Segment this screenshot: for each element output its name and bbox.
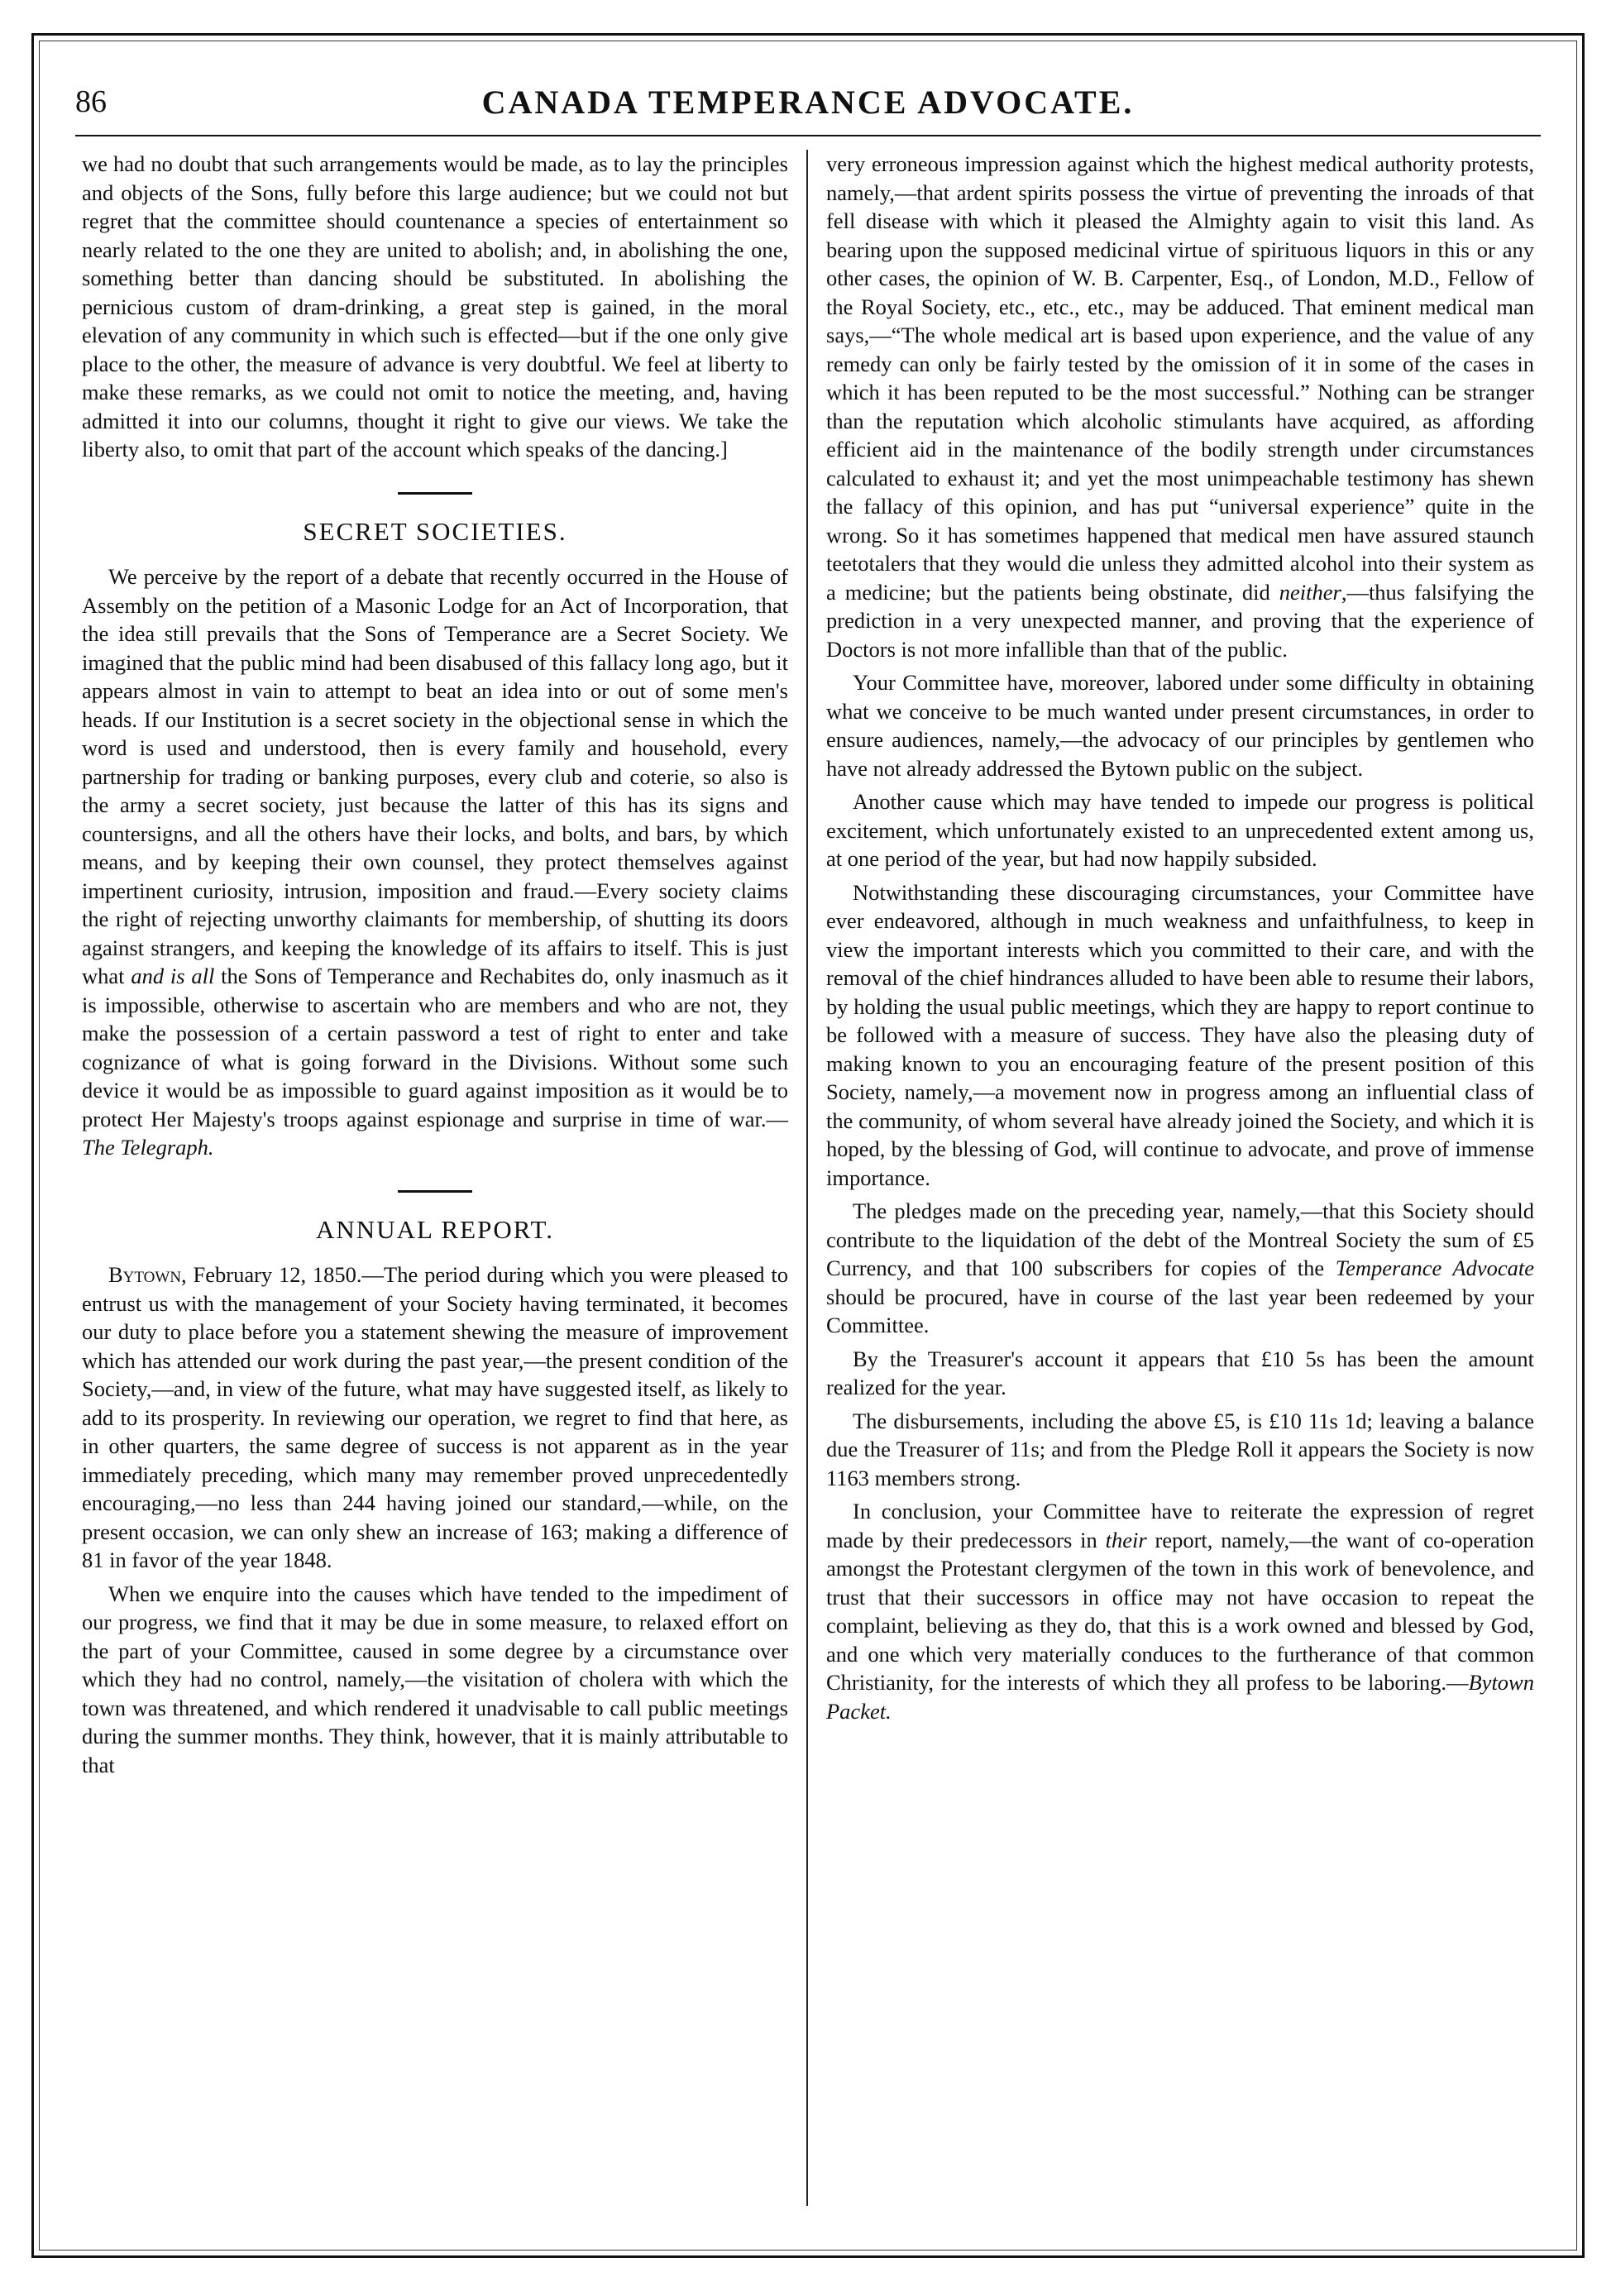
report-paragraph: Another cause which may have tended to impede our progress is political excitement, which unfortunately existed to an unprecedented extent among us, at one period of the year, but had now happily subsided. — [826, 789, 1534, 871]
secret-societies-paragraph: We perceive by the report of a debate that recently occurred in the House of Assembly on the petition of a Masonic Lodge for an Act of Incorporation, that the idea still prevails that the Sons of Temperance are a Secret Society. We imagined that the public mind had been disabused of this fallacy long ago, but it appears almost in vain to attempt to beat an idea into or out of some men's heads. If our Institution is a secret society in the objectional sense in which the word is used and understood, then is every family and household, every partnership for trading or banking purposes, every club and coterie, so also is the army a secret society, just because the latter of this has its signs and countersigns, and all the others have their locks, and bolts, and bars, by which means, and by keeping their own counsel, they protect themselves against impertinent curiosity, intrusion, imposition and fraud.—Every society claims the right of rejecting unworthy claimants for membership, of shutting its doors against strangers, and keeping the knowledge of its affairs to itself. This is just what and is all the Sons of Temperance and Rechabites do, only inasmuch as it is impossible, otherwise to ascertain who are members and who are not, they make the possession of a certain password a test of right to enter and take cognizance of what is going forward in the Divisions. Without some such device it would be as impossible to guard against imposition as it would be to protect Her Majesty's troops against espionage and surprise in time of war.—The Telegraph. — [82, 564, 789, 1160]
annual-report-heading: ANNUAL REPORT. — [316, 1214, 554, 1244]
left-column — [75, 150, 808, 2206]
report-paragraph: Your Committee have, moreover, labored under some difficulty in obtaining what we conceive to be much wanted under present circumstances, in order to ensure audiences, namely,—the advocacy of our principles by gentlemen who have not already addressed the Bytown public on the subject. — [826, 670, 1534, 781]
page-header — [75, 69, 1541, 136]
annual-report-paragraph: Bytown, February 12, 1850.—The period during which you were pleased to entrust us with the management of your Society having terminated, it becomes our duty to place before you a statement shewing the measure of improvement which has attended our work during the past year,—the present condition of the Society,—and, in view of the future, what may have suggested itself, as likely to add to its prosperity. In reviewing our operation, we regret to find that here, as in other quarters, the same degree of success is not apparent as in the year immediately preceding, which many may remember proved unprecedentedly encouraging,—no less than 244 having joined our standard,—while, on the present occasion, we can only shew an increase of 163; making a difference of 81 in favor of the year 1848. — [82, 1262, 788, 1572]
newspaper-page — [31, 33, 1585, 2258]
source-telegraph: The Telegraph. — [82, 1135, 214, 1160]
annual-report-paragraph: When we enquire into the causes which have tended to the impediment of our progress, we find that it may be due in some measure, to relaxed effort on the part of your Committee, caused in some degree by a circumstance over which they had no control, namely,—the visitation of cholera with which the town was threatened, and which rendered it unadvisable to call public meetings during the summer months. They think, however, that it is mainly attributable to that — [82, 1581, 788, 1777]
report-paragraph: The disbursements, including the above £5, is £10 11s 1d; leaving a balance due the Treasurer of 11s; and from the Pledge Roll it appears the Society is now 1163 members strong. — [826, 1408, 1534, 1490]
report-paragraph: The pledges made on the preceding year, namely,—that this Society should contribute to the liquidation of the debt of the Montreal Society the sum of £5 Currency, and that 100 subscribers for copies of the Temperance Advocate should be procured, have in course of the last year been redeemed by your Committee. — [826, 1198, 1535, 1337]
report-paragraph: very erroneous impression against which the highest medical authority protests, namely,—that ardent spirits possess the virtue of preventing the inroads of that fell disease with which it pleased the Almighty again to visit this land. As bearing upon the supposed medicinal virtue of spirituous liquors in this or any other cases, the opinion of W. B. Carpenter, Esq., of London, M.D., Fellow of the Royal Society, etc., etc., etc., may be adduced. That eminent medical man says,—“The whole medical art is based upon experience, and the value of any remedy can only be fairly tested by the omission of it in some of the cases in which it has been reputed to be the most successful.” Nothing can be stranger than the reputation which alcoholic stimulants have acquired, as affording efficient aid in the maintenance of the bodily strength under circumstances calculated to exhaust it; and yet the most unimpeachable testimony has shewn the fallacy of this opinion, and has put “universal experience” quite in the wrong. So it has sometimes happened that medical men have assured staunch teetotalers that they would die unless they admitted alcohol into their system as a medicine; but the patients being obstinate, did neither,—thus falsifying the prediction in a very unexpected manner, and proving that the experience of Doctors is not more infallible than that of the public. — [826, 151, 1534, 662]
section-divider — [398, 1190, 472, 1193]
section-divider — [398, 492, 472, 495]
report-paragraph: In conclusion, your Committee have to reiterate the expression of regret made by their predecessors in their report, namely,—the want of co-operation amongst the Protestant clergymen of the town in this work of benevolence, and trust that their successors in office may not have occasion to repeat the complaint, believing as they do, that this is a work owned and blessed by God, and one which very materially conduces to the furtherance of that common Christianity, for the interests of which they all profess to be laboring.—Bytown Packet. — [826, 1499, 1535, 1724]
editorial-note-paragraph: we had no doubt that such arrangements would be made, as to lay the principles and objects of the Sons, fully before this large audience; but we could not but regret that the committee should countenance a species of entertainment so nearly related to the one they are united to abolish; and, in abolishing the one, something better than dancing should be substituted. In abolishing the pernicious custom of dram-drinking, a great step is gained, in the moral elevation of any community in which such is effected—but if the one only give place to the other, the measure of advance is very doubtful. We feel at liberty to make these remarks, as we could not omit to notice the meeting, and, having admitted it into our columns, thought it right to give our views. We take the liberty also, to omit that part of the account which speaks of the dancing.] — [82, 151, 788, 462]
secret-societies-heading: SECRET SOCIETIES. — [303, 516, 567, 546]
article-columns — [75, 150, 1541, 2206]
source-bytown-packet: Bytown Packet. — [826, 1670, 1534, 1724]
journal-title: CANADA TEMPERANCE ADVOCATE. — [481, 83, 1135, 121]
report-paragraph: By the Treasurer's account it appears that £10 5s has been the amount realized for the year. — [826, 1346, 1534, 1399]
report-paragraph: Notwithstanding these discouraging circumstances, your Committee have ever endeavored, although in much weakness and unfaithfulness, to keep in view the important interests which you committed to their care, and with the removal of the chief hindrances alluded to have been able to resume their labors, by holding the usual public meetings, which they are happy to report continue to be followed with a measure of success. They have also the pleasing duty of making known to you an encouraging feature of the present position of this Society, namely,—a movement now in progress among an influential class of the community, of whom several have already joined the Society, and which it is hoped, by the blessing of God, will continue to advocate, and prove of immense importance. — [826, 879, 1534, 1190]
right-column — [808, 150, 1541, 2206]
page-number: 86 — [75, 84, 107, 119]
dateline: Bytown, — [108, 1262, 187, 1287]
